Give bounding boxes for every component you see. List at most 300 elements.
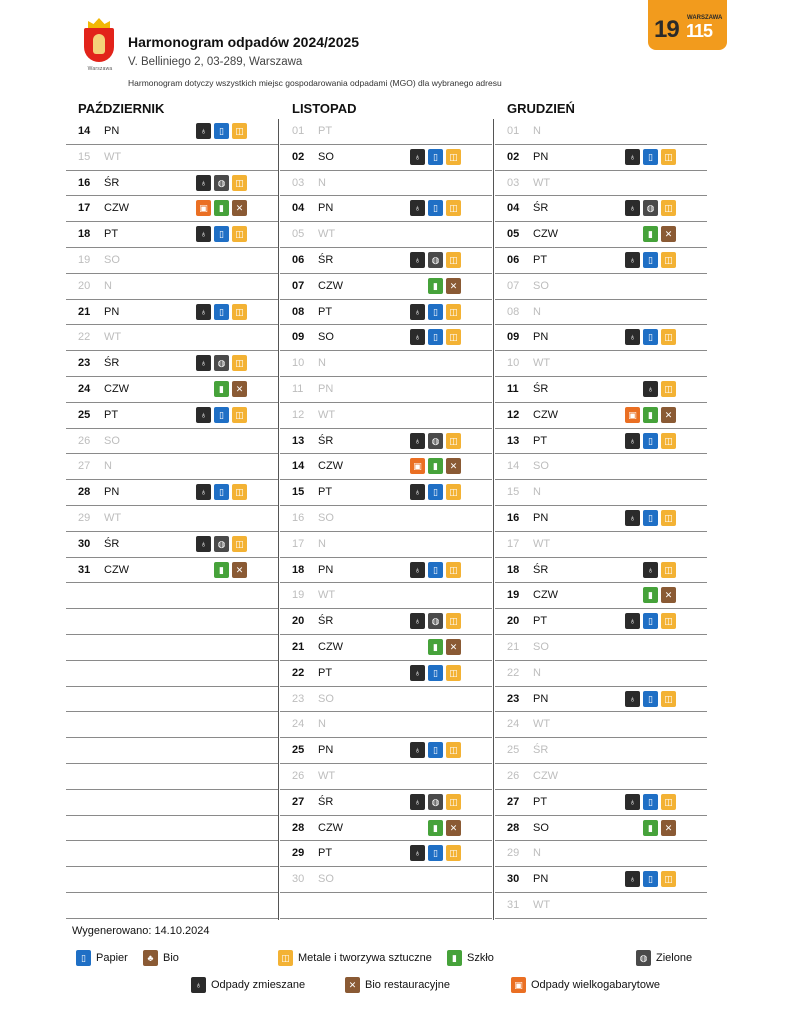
day-row xyxy=(66,506,278,532)
glass-icon: ▮ xyxy=(643,820,658,836)
day-number: 07 xyxy=(292,279,305,292)
bulky-waste-icon: ▣ xyxy=(196,200,211,216)
empty-row xyxy=(66,841,278,867)
restaurant-bio-icon: ✕ xyxy=(345,977,360,993)
legend-item xyxy=(143,950,179,966)
day-row xyxy=(280,429,492,455)
paper-icon: ▯ xyxy=(428,742,443,758)
legend-item xyxy=(511,977,660,993)
metal-plastic-icon: ◫ xyxy=(661,510,676,526)
day-row xyxy=(66,248,278,274)
paper-icon: ▯ xyxy=(643,252,658,268)
empty-row xyxy=(66,687,278,713)
day-row xyxy=(66,145,278,171)
day-number: 18 xyxy=(507,563,520,576)
day-number: 06 xyxy=(292,253,305,266)
day-number: 20 xyxy=(292,615,305,628)
glass-icon: ▮ xyxy=(428,458,443,474)
restaurant-bio-icon: ✕ xyxy=(232,562,247,578)
metal-plastic-icon: ◫ xyxy=(446,742,461,758)
day-number: 26 xyxy=(78,434,91,447)
day-of-week: N xyxy=(533,666,541,679)
day-number: 22 xyxy=(78,331,91,344)
glass-icon: ▮ xyxy=(643,407,658,423)
mixed-waste-icon: ♁ xyxy=(625,871,640,887)
day-number: 21 xyxy=(78,305,91,318)
day-number: 03 xyxy=(507,176,520,189)
day-of-week: ŚR xyxy=(318,253,334,266)
day-of-week: PN xyxy=(104,305,120,318)
mixed-waste-icon: ♁ xyxy=(410,613,425,629)
day-number: 16 xyxy=(78,176,91,189)
metal-plastic-icon: ◫ xyxy=(661,200,676,216)
waste-icons xyxy=(410,484,461,500)
day-of-week: ŚR xyxy=(533,744,549,757)
crest-caption: Warszawa xyxy=(87,66,113,72)
day-of-week: PT xyxy=(533,434,548,447)
mixed-waste-icon: ♁ xyxy=(191,977,206,993)
day-of-week: PN xyxy=(318,744,334,757)
day-row xyxy=(280,558,492,584)
october-column xyxy=(66,119,278,919)
metal-plastic-icon: ◫ xyxy=(446,200,461,216)
day-number: 20 xyxy=(78,279,91,292)
day-row xyxy=(495,635,707,661)
waste-icons xyxy=(643,587,676,603)
day-of-week: PT xyxy=(318,125,333,137)
empty-row xyxy=(66,712,278,738)
empty-row xyxy=(66,609,278,635)
day-of-week: CZW xyxy=(533,408,559,421)
paper-icon: ▯ xyxy=(428,329,443,345)
waste-icons xyxy=(643,820,676,836)
day-number: 04 xyxy=(507,202,520,215)
waste-icons xyxy=(196,484,247,500)
metal-plastic-icon: ◫ xyxy=(661,794,676,810)
empty-row xyxy=(280,893,492,919)
day-of-week: SO xyxy=(104,434,120,447)
day-of-week: PN xyxy=(533,331,549,344)
waste-icons xyxy=(625,613,676,629)
mixed-waste-icon: ♁ xyxy=(410,845,425,861)
green-waste-icon: ◍ xyxy=(214,355,229,371)
day-of-week: PT xyxy=(533,795,548,808)
legend-item xyxy=(636,950,692,966)
day-number: 25 xyxy=(507,744,520,757)
month-title-october: PAŹDZIERNIK xyxy=(78,101,165,116)
day-of-week: PN xyxy=(318,382,334,395)
day-number: 28 xyxy=(78,486,91,499)
day-row xyxy=(280,816,492,842)
day-number: 28 xyxy=(507,821,520,834)
restaurant-bio-icon: ✕ xyxy=(446,458,461,474)
metal-plastic-icon: ◫ xyxy=(232,355,247,371)
day-of-week: N xyxy=(104,460,112,473)
december-column xyxy=(495,119,707,919)
day-row xyxy=(495,790,707,816)
day-number: 03 xyxy=(292,176,305,189)
november-column xyxy=(280,119,492,919)
metal-plastic-icon: ◫ xyxy=(446,665,461,681)
waste-icons xyxy=(410,433,461,449)
mixed-waste-icon: ♁ xyxy=(410,484,425,500)
day-number: 14 xyxy=(78,125,91,137)
day-row xyxy=(280,145,492,171)
legend-item xyxy=(278,950,432,966)
empty-row xyxy=(66,764,278,790)
waste-icons xyxy=(410,304,461,320)
waste-icons xyxy=(625,510,676,526)
restaurant-bio-icon: ✕ xyxy=(446,820,461,836)
restaurant-bio-icon: ✕ xyxy=(661,226,676,242)
day-number: 02 xyxy=(507,150,520,163)
day-of-week: ŚR xyxy=(104,357,120,370)
day-row xyxy=(66,222,278,248)
day-number: 10 xyxy=(507,357,520,370)
waste-icons xyxy=(196,355,247,371)
waste-icons xyxy=(410,794,461,810)
day-row xyxy=(495,403,707,429)
day-number: 01 xyxy=(292,125,305,137)
waste-icons xyxy=(410,200,461,216)
day-number: 22 xyxy=(507,666,520,679)
day-of-week: CZW xyxy=(533,589,559,602)
day-of-week: CZW xyxy=(318,279,344,292)
day-row xyxy=(280,635,492,661)
mixed-waste-icon: ♁ xyxy=(410,562,425,578)
metal-plastic-icon: ◫ xyxy=(661,562,676,578)
day-number: 09 xyxy=(507,331,520,344)
day-of-week: N xyxy=(318,357,326,370)
metal-plastic-icon: ◫ xyxy=(232,484,247,500)
day-row xyxy=(495,532,707,558)
day-of-week: WT xyxy=(318,589,336,602)
day-of-week: ŚR xyxy=(318,615,334,628)
restaurant-bio-icon: ✕ xyxy=(446,639,461,655)
metal-plastic-icon: ◫ xyxy=(232,304,247,320)
day-number: 18 xyxy=(292,563,305,576)
waste-icons xyxy=(625,329,676,345)
mixed-waste-icon: ♁ xyxy=(410,329,425,345)
day-of-week: CZW xyxy=(318,640,344,653)
legend-label: Bio xyxy=(163,952,179,964)
day-row xyxy=(66,403,278,429)
day-of-week: SO xyxy=(104,253,120,266)
day-row xyxy=(280,583,492,609)
day-number: 29 xyxy=(78,511,91,524)
day-row xyxy=(66,119,278,145)
day-row xyxy=(280,867,492,893)
address-text: V. Belliniego 2, 03-289, Warszawa xyxy=(128,56,303,68)
paper-icon: ▯ xyxy=(643,691,658,707)
day-number: 16 xyxy=(292,511,305,524)
waste-icons xyxy=(428,278,461,294)
day-of-week: CZW xyxy=(318,821,344,834)
green-waste-icon: ◍ xyxy=(428,794,443,810)
day-of-week: PN xyxy=(104,486,120,499)
day-number: 21 xyxy=(292,640,305,653)
day-row xyxy=(495,325,707,351)
mixed-waste-icon: ♁ xyxy=(410,252,425,268)
month-title-november: LISTOPAD xyxy=(292,101,357,116)
day-row xyxy=(495,816,707,842)
waste-icons xyxy=(196,175,247,191)
waste-icons xyxy=(196,536,247,552)
day-of-week: N xyxy=(318,176,326,189)
mixed-waste-icon: ♁ xyxy=(410,433,425,449)
metal-plastic-icon: ◫ xyxy=(661,433,676,449)
day-row xyxy=(495,222,707,248)
waste-icons xyxy=(625,252,676,268)
glass-icon: ▮ xyxy=(643,587,658,603)
glass-icon: ▮ xyxy=(643,226,658,242)
day-number: 19 xyxy=(507,589,520,602)
day-row xyxy=(66,300,278,326)
day-of-week: SO xyxy=(318,511,334,524)
day-number: 13 xyxy=(292,434,305,447)
waste-icons xyxy=(196,407,247,423)
paper-icon: ▯ xyxy=(643,149,658,165)
day-number: 17 xyxy=(78,202,91,215)
metal-plastic-icon: ◫ xyxy=(661,149,676,165)
day-number: 27 xyxy=(78,460,91,473)
mixed-waste-icon: ♁ xyxy=(410,149,425,165)
crown-icon xyxy=(88,18,110,28)
mixed-waste-icon: ♁ xyxy=(196,407,211,423)
metal-plastic-icon: ◫ xyxy=(232,226,247,242)
metal-plastic-icon: ◫ xyxy=(446,433,461,449)
day-row xyxy=(66,532,278,558)
day-row xyxy=(66,480,278,506)
day-number: 14 xyxy=(507,460,520,473)
day-of-week: N xyxy=(533,125,541,137)
day-of-week: ŚR xyxy=(318,434,334,447)
day-row xyxy=(495,764,707,790)
paper-icon: ▯ xyxy=(428,665,443,681)
column-divider xyxy=(493,119,494,920)
day-row xyxy=(280,403,492,429)
day-row xyxy=(280,506,492,532)
waste-icons xyxy=(410,613,461,629)
day-of-week: CZW xyxy=(533,228,559,241)
day-number: 28 xyxy=(292,821,305,834)
day-row xyxy=(495,609,707,635)
day-row xyxy=(280,841,492,867)
day-of-week: ŚR xyxy=(533,382,549,395)
green-waste-icon: ◍ xyxy=(428,613,443,629)
column-divider xyxy=(278,119,279,920)
day-number: 25 xyxy=(292,744,305,757)
green-waste-icon: ◍ xyxy=(214,175,229,191)
legend-item xyxy=(447,950,494,966)
empty-row xyxy=(66,583,278,609)
day-number: 31 xyxy=(78,563,91,576)
day-row xyxy=(280,325,492,351)
day-row xyxy=(66,454,278,480)
month-title-december: GRUDZIEŃ xyxy=(507,101,575,116)
mixed-waste-icon: ♁ xyxy=(410,665,425,681)
empty-row xyxy=(66,661,278,687)
paper-icon: ▯ xyxy=(428,149,443,165)
day-of-week: N xyxy=(533,847,541,860)
day-number: 24 xyxy=(78,382,91,395)
day-of-week: PN xyxy=(104,125,120,137)
day-row xyxy=(280,351,492,377)
day-number: 23 xyxy=(507,692,520,705)
mermaid-icon xyxy=(93,34,105,54)
mixed-waste-icon: ♁ xyxy=(625,613,640,629)
day-of-week: PN xyxy=(533,150,549,163)
day-of-week: WT xyxy=(533,537,551,550)
day-row xyxy=(495,248,707,274)
day-of-week: WT xyxy=(318,228,336,241)
waste-icons xyxy=(625,871,676,887)
day-row xyxy=(495,429,707,455)
day-row xyxy=(280,609,492,635)
day-number: 10 xyxy=(292,357,305,370)
metal-plastic-icon: ◫ xyxy=(232,536,247,552)
mixed-waste-icon: ♁ xyxy=(196,536,211,552)
day-of-week: CZW xyxy=(104,563,130,576)
waste-icons xyxy=(625,794,676,810)
day-row xyxy=(66,377,278,403)
day-of-week: WT xyxy=(104,511,122,524)
mixed-waste-icon: ♁ xyxy=(625,433,640,449)
day-of-week: ŚR xyxy=(104,176,120,189)
glass-icon: ▮ xyxy=(428,639,443,655)
metal-plastic-icon: ◫ xyxy=(661,252,676,268)
day-of-week: PT xyxy=(104,408,119,421)
paper-icon: ▯ xyxy=(643,510,658,526)
bulky-waste-icon: ▣ xyxy=(410,458,425,474)
day-row xyxy=(66,558,278,584)
restaurant-bio-icon: ✕ xyxy=(232,200,247,216)
day-of-week: ŚR xyxy=(533,202,549,215)
paper-icon: ▯ xyxy=(214,226,229,242)
day-of-week: WT xyxy=(533,357,551,370)
mixed-waste-icon: ♁ xyxy=(196,175,211,191)
day-number: 25 xyxy=(78,408,91,421)
day-row xyxy=(495,687,707,713)
day-number: 26 xyxy=(507,769,520,782)
day-number: 12 xyxy=(507,408,520,421)
metal-plastic-icon: ◫ xyxy=(446,613,461,629)
green-waste-icon: ◍ xyxy=(214,536,229,552)
restaurant-bio-icon: ✕ xyxy=(232,381,247,397)
waste-icons xyxy=(214,381,247,397)
metal-plastic-icon: ◫ xyxy=(661,691,676,707)
day-row xyxy=(66,429,278,455)
mixed-waste-icon: ♁ xyxy=(196,355,211,371)
day-of-week: SO xyxy=(533,821,549,834)
day-of-week: PT xyxy=(318,847,333,860)
day-number: 30 xyxy=(292,873,305,886)
day-of-week: PN xyxy=(533,692,549,705)
day-of-week: N xyxy=(533,305,541,318)
restaurant-bio-icon: ✕ xyxy=(661,407,676,423)
metal-plastic-icon: ◫ xyxy=(661,329,676,345)
day-row xyxy=(66,171,278,197)
day-of-week: SO xyxy=(533,460,549,473)
legend-label: Odpady zmieszane xyxy=(211,979,306,991)
page-title: Harmonogram odpadów 2024/2025 xyxy=(128,34,360,50)
waste-icons xyxy=(196,226,247,242)
day-row xyxy=(280,119,492,145)
metal-plastic-icon: ◫ xyxy=(446,252,461,268)
mixed-waste-icon: ♁ xyxy=(625,149,640,165)
subtitle-text: Harmonogram dotyczy wszystkich miejsc gospodarowania odpadami (MGO) dla wybranego adresu xyxy=(128,78,502,88)
waste-icons xyxy=(643,226,676,242)
paper-icon: ▯ xyxy=(214,304,229,320)
day-of-week: SO xyxy=(533,640,549,653)
paper-icon: ▯ xyxy=(76,950,91,966)
day-of-week: CZW xyxy=(104,202,130,215)
day-number: 30 xyxy=(507,873,520,886)
mixed-waste-icon: ♁ xyxy=(625,200,640,216)
day-number: 19 xyxy=(292,589,305,602)
glass-icon: ▮ xyxy=(428,820,443,836)
day-row xyxy=(495,377,707,403)
bulky-waste-icon: ▣ xyxy=(511,977,526,993)
day-of-week: ŚR xyxy=(533,563,549,576)
day-of-week: CZW xyxy=(104,382,130,395)
metal-plastic-icon: ◫ xyxy=(232,175,247,191)
metal-plastic-icon: ◫ xyxy=(446,149,461,165)
day-of-week: PN xyxy=(533,873,549,886)
paper-icon: ▯ xyxy=(643,613,658,629)
waste-icons xyxy=(625,407,676,423)
legend-item xyxy=(76,950,128,966)
waste-icons xyxy=(625,433,676,449)
badge-city: WARSZAWA xyxy=(687,15,723,21)
day-row xyxy=(495,506,707,532)
day-of-week: SO xyxy=(318,150,334,163)
glass-icon: ▮ xyxy=(214,381,229,397)
waste-icons xyxy=(410,329,461,345)
metal-plastic-icon: ◫ xyxy=(446,562,461,578)
legend-label: Metale i tworzywa sztuczne xyxy=(298,952,432,964)
mixed-waste-icon: ♁ xyxy=(196,304,211,320)
paper-icon: ▯ xyxy=(214,407,229,423)
day-number: 31 xyxy=(507,898,520,911)
day-number: 17 xyxy=(292,537,305,550)
day-row xyxy=(495,867,707,893)
waste-icons xyxy=(410,562,461,578)
day-of-week: CZW xyxy=(533,769,559,782)
day-of-week: PT xyxy=(318,486,333,499)
empty-row xyxy=(66,635,278,661)
day-row xyxy=(280,687,492,713)
day-of-week: WT xyxy=(533,898,551,911)
day-number: 11 xyxy=(507,382,519,395)
warsaw-crest-logo xyxy=(80,16,120,78)
day-of-week: PT xyxy=(533,615,548,628)
metal-plastic-icon: ◫ xyxy=(446,845,461,861)
waste-icons xyxy=(410,458,461,474)
day-number: 16 xyxy=(507,511,520,524)
day-row xyxy=(495,738,707,764)
green-waste-icon: ◍ xyxy=(636,950,651,966)
mixed-waste-icon: ♁ xyxy=(625,252,640,268)
metal-plastic-icon: ◫ xyxy=(661,381,676,397)
day-of-week: SO xyxy=(533,279,549,292)
restaurant-bio-icon: ✕ xyxy=(661,587,676,603)
green-waste-icon: ◍ xyxy=(428,433,443,449)
day-of-week: WT xyxy=(533,718,551,731)
mixed-waste-icon: ♁ xyxy=(196,123,211,139)
mixed-waste-icon: ♁ xyxy=(643,381,658,397)
paper-icon: ▯ xyxy=(428,845,443,861)
